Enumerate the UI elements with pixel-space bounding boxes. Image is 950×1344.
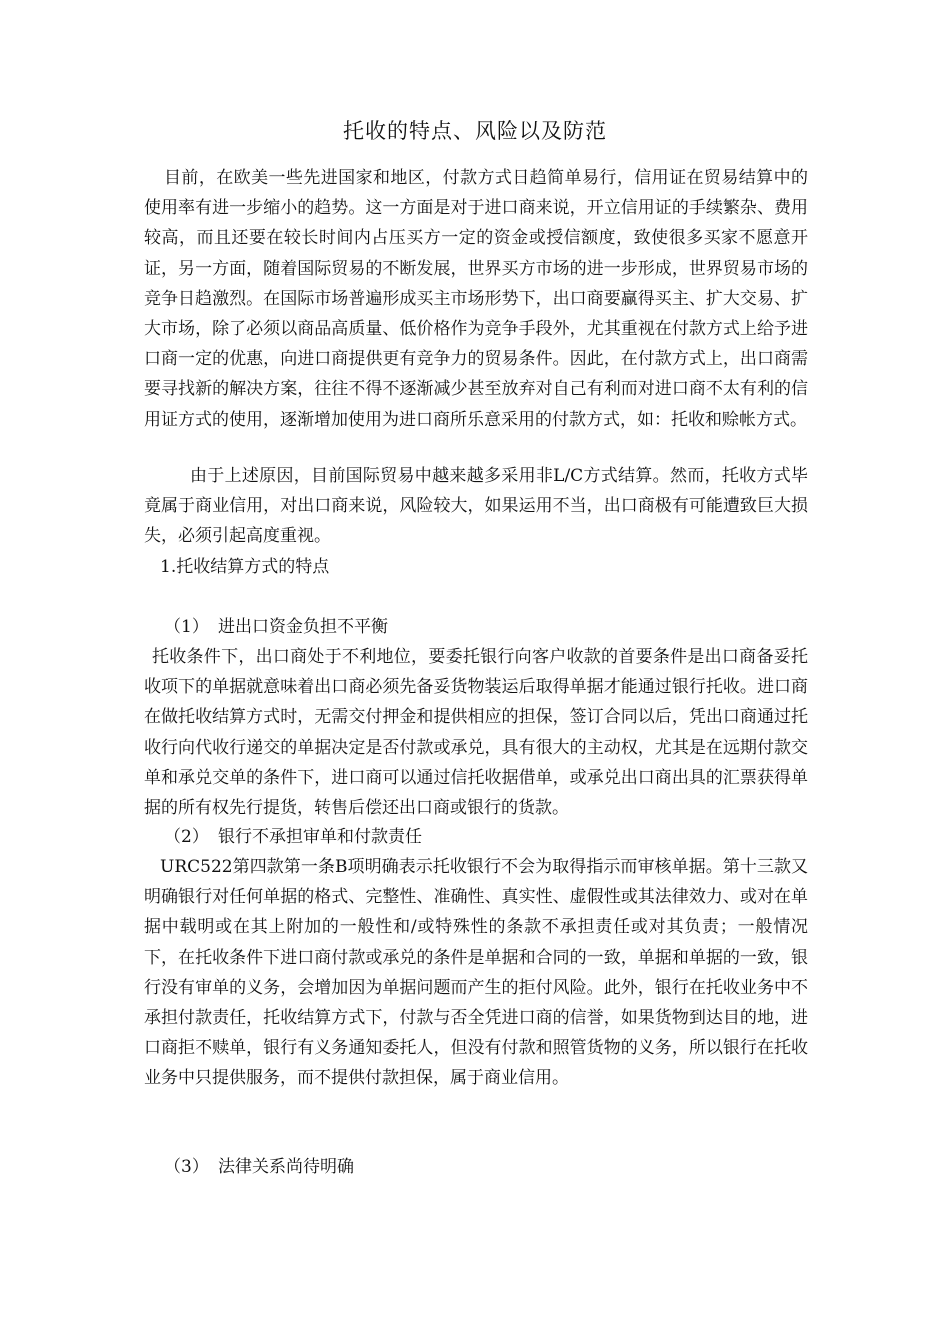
subsection-number: （1） — [164, 617, 209, 637]
subsection-number: （2） — [164, 827, 209, 847]
subsection-title: 法律关系尚待明确 — [218, 1157, 354, 1177]
second-paragraph: 由于上述原因，目前国际贸易中越来越多采用非L/C方式结算。然而，托收方式毕竟属于商业信用，对出口商来说，风险较大，如果运用不当，出口商极有可能遭致巨大损失，必须引起高度重视。 — [144, 466, 808, 547]
subsection-title: 银行不承担审单和付款责任 — [218, 827, 422, 847]
subsection-title: 进出口资金负担不平衡 — [218, 617, 388, 637]
section-heading: 1.托收结算方式的特点 — [160, 557, 330, 577]
intro-paragraph: 目前，在欧美一些先进国家和地区，付款方式日趋简单易行，信用证在贸易结算中的使用率有进一步缩小的趋势。这一方面是对于进口商来说，开立信用证的手续繁杂、费用较高，而且还要在较长时间内占压买方一定的资金或授信额度，致使很多买家不愿意开证，另一方面，随着国际贸易的不断发展，世界买方市场的进一步形成，世界贸易市场的竞争日趋激烈。在国际市场普遍形成买主市场形势下，出口商要赢得买主、扩大交易、扩大市场，除了必须以商品高质量、低价格作为竞争手段外，尤其重视在付款方式上给予进口商一定的优惠，向进口商提供更有竞争力的贸易条件。因此，在付款方式上，出口商需要寻找新的解决方案，往往不得不逐渐减少甚至放弃对自己有利而对进口商不太有利的信用证方式的使用，逐渐增加使用为进口商所乐意采用的付款方式，如：托收和赊帐方式。 — [144, 168, 808, 430]
subsection-heading-2 — [164, 822, 422, 852]
subsection-heading-3 — [164, 1152, 354, 1182]
subsection-heading-1 — [164, 612, 388, 642]
subsection-number: （3） — [164, 1157, 209, 1177]
subsection-body-1: 托收条件下，出口商处于不利地位，要委托银行向客户收款的首要条件是出口商备妥托收项下的单据就意味着出口商必须先备妥货物装运后取得单据才能通过银行托收。进口商在做托收结算方式时，无需交付押金和提供相应的担保，签订合同以后，凭出口商通过托收行向代收行递交的单据决定是否付款或承兑，具有很大的主动权，尤其是在远期付款交单和承兑交单的条件下，进口商可以通过信托收据借单，或承兑出口商出具的汇票获得单据的所有权先行提货，转售后偿还出口商或银行的货款。 — [144, 647, 808, 819]
subsection-body-2: URC522第四款第一条B项明确表示托收银行不会为取得指示而审核单据。第十三款又明确银行对任何单据的格式、完整性、准确性、真实性、虚假性或其法律效力、或对在单据中载明或在其上附加的一般性和/或特殊性的条款不承担责任或对其负责；一般情况下，在托收条件下进口商付款或承兑的条件是单据和合同的一致，单据和单据的一致，银行没有审单的义务，会增加因为单据问题而产生的拒付风险。此外，银行在托收业务中不承担付款责任，托收结算方式下，付款与否全凭进口商的信誉，如果货物到达目的地，进口商拒不赎单，银行有义务通知委托人，但没有付款和照管货物的义务，所以银行在托收业务中只提供服务，而不提供付款担保，属于商业信用。 — [144, 857, 808, 1089]
document-title: 托收的特点、风险以及防范 — [343, 119, 607, 143]
